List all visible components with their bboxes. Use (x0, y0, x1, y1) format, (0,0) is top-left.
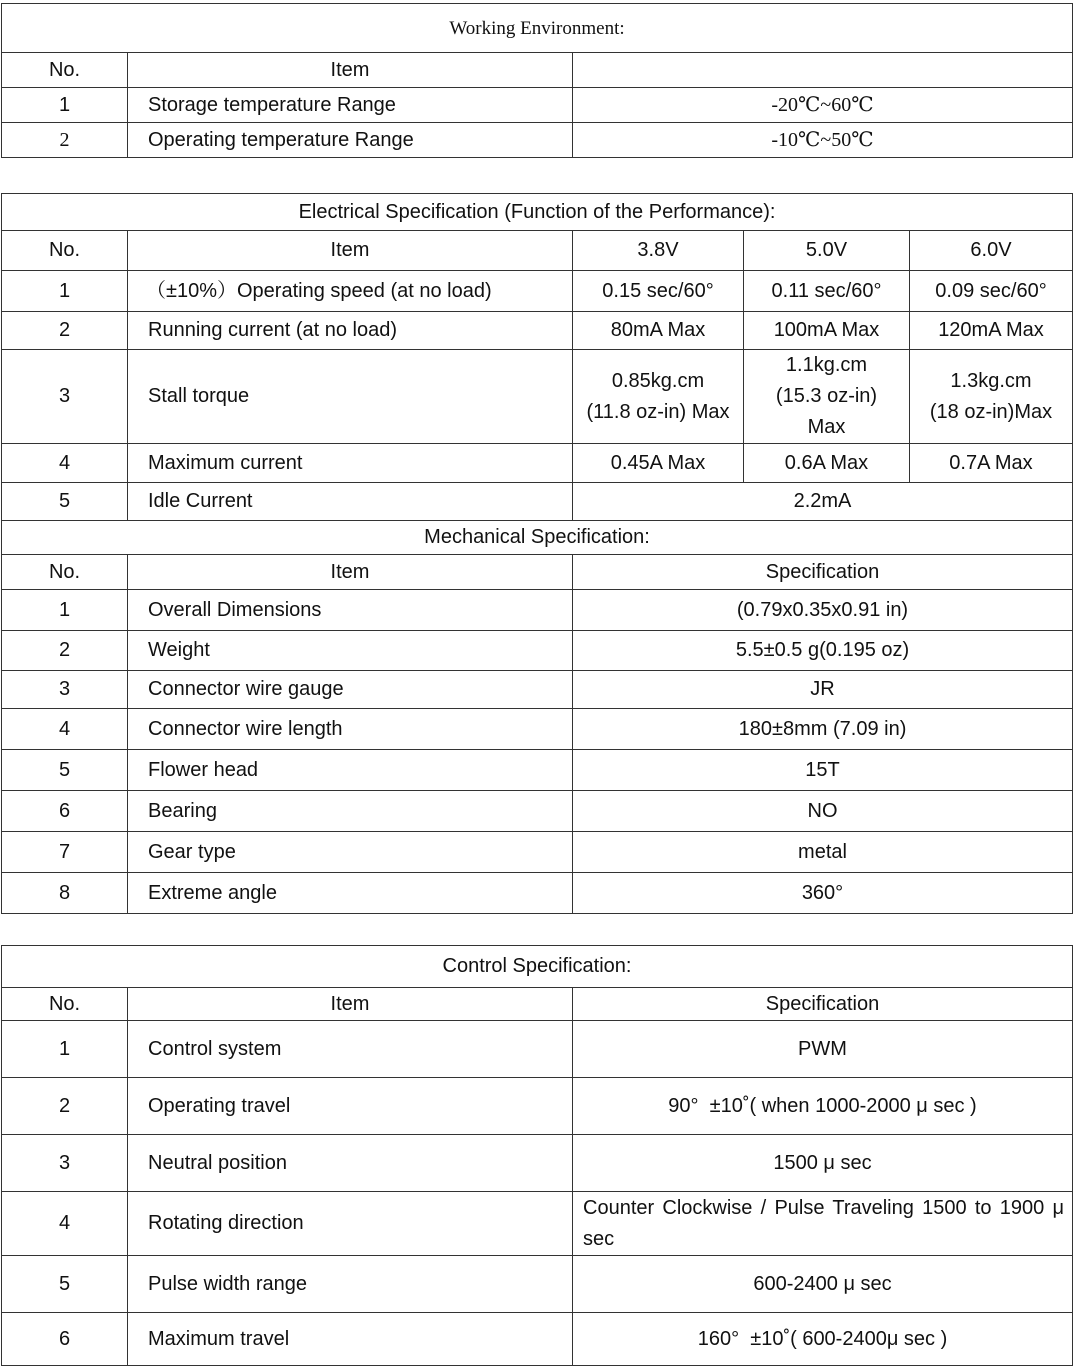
row-value: 600-2400 μ sec (573, 1256, 1073, 1313)
column-header-no: No. (2, 231, 128, 271)
row-item: Weight (128, 631, 573, 671)
working-environment-table (1, 3, 1073, 158)
row-value: 160° ±10˚( 600-2400μ sec ) (573, 1313, 1073, 1366)
row-item: Running current (at no load) (128, 312, 573, 350)
row-value: 1500 μ sec (573, 1135, 1073, 1192)
row-value: 0.7A Max (910, 444, 1073, 483)
row-value: 100mA Max (744, 312, 910, 350)
row-number: 2 (2, 1078, 128, 1135)
column-header-specification: Specification (573, 555, 1073, 590)
table-row (2, 444, 1073, 483)
row-value: 0.45A Max (573, 444, 744, 483)
table-row (2, 750, 1073, 791)
row-number: 2 (2, 312, 128, 350)
row-value: 0.15 sec/60° (573, 271, 744, 312)
column-header-no: No. (2, 555, 128, 590)
row-item: Maximum current (128, 444, 573, 483)
table-row (2, 1256, 1073, 1313)
row-item: Rotating direction (128, 1192, 573, 1256)
row-value: 1.1kg.cm (15.3 oz-in) Max (744, 350, 910, 444)
row-value: 120mA Max (910, 312, 1073, 350)
table-row (2, 590, 1073, 631)
table-row (2, 832, 1073, 873)
row-number: 5 (2, 750, 128, 791)
row-item: （±10%）Operating speed (at no load) (128, 271, 573, 312)
row-number: 2 (2, 123, 128, 158)
row-value: 1.3kg.cm (18 oz-in)Max (910, 350, 1073, 444)
control-specification-table (1, 945, 1073, 1366)
column-header-voltage: 6.0V (910, 231, 1073, 271)
row-value: 360° (573, 873, 1073, 914)
row-number: 3 (2, 1135, 128, 1192)
table-row (2, 631, 1073, 671)
table-title: Working Environment: (2, 4, 1073, 53)
row-value: 2.2mA (573, 483, 1073, 521)
row-value: 0.6A Max (744, 444, 910, 483)
row-item: Idle Current (128, 483, 573, 521)
row-value: 0.11 sec/60° (744, 271, 910, 312)
row-item: Pulse width range (128, 1256, 573, 1313)
column-header-voltage: 3.8V (573, 231, 744, 271)
row-value: -20℃~60℃ (573, 88, 1073, 123)
row-item: Stall torque (128, 350, 573, 444)
table-row (2, 791, 1073, 832)
row-value: -10℃~50℃ (573, 123, 1073, 158)
table-title: Mechanical Specification: (2, 521, 1073, 555)
row-value: JR (573, 671, 1073, 709)
row-value: 15T (573, 750, 1073, 791)
table-row (2, 1135, 1073, 1192)
row-number: 1 (2, 88, 128, 123)
row-item: Connector wire gauge (128, 671, 573, 709)
table-row (2, 350, 1073, 444)
table-row (2, 483, 1073, 521)
table-row (2, 123, 1073, 158)
row-item: Connector wire length (128, 709, 573, 750)
row-item: Operating temperature Range (128, 123, 573, 158)
table-row (2, 671, 1073, 709)
row-value: (0.79x0.35x0.91 in) (573, 590, 1073, 631)
table-row (2, 1192, 1073, 1256)
row-number: 6 (2, 791, 128, 832)
row-item: Flower head (128, 750, 573, 791)
electrical-mechanical-table (1, 193, 1073, 914)
row-item: Overall Dimensions (128, 590, 573, 631)
row-item: Control system (128, 1021, 573, 1078)
row-value: NO (573, 791, 1073, 832)
row-item: Neutral position (128, 1135, 573, 1192)
row-number: 5 (2, 1256, 128, 1313)
row-number: 1 (2, 1021, 128, 1078)
row-value: 180±8mm (7.09 in) (573, 709, 1073, 750)
row-number: 5 (2, 483, 128, 521)
row-item: Maximum travel (128, 1313, 573, 1366)
table-row (2, 709, 1073, 750)
column-header-item: Item (128, 53, 573, 88)
row-number: 4 (2, 444, 128, 483)
row-number: 1 (2, 590, 128, 631)
table-title: Control Specification: (2, 946, 1073, 988)
row-number: 3 (2, 350, 128, 444)
table-title: Electrical Specification (Function of the Performance): (2, 194, 1073, 231)
row-number: 7 (2, 832, 128, 873)
table-row (2, 1313, 1073, 1366)
column-header-specification: Specification (573, 988, 1073, 1021)
row-value: PWM (573, 1021, 1073, 1078)
row-number: 4 (2, 1192, 128, 1256)
table-row (2, 271, 1073, 312)
table-row (2, 873, 1073, 914)
row-value: 0.09 sec/60° (910, 271, 1073, 312)
row-item: Extreme angle (128, 873, 573, 914)
row-value: 80mA Max (573, 312, 744, 350)
table-row (2, 1078, 1073, 1135)
row-item: Operating travel (128, 1078, 573, 1135)
row-value: Counter Clockwise / Pulse Traveling 1500 to 1900 μ sec (573, 1192, 1073, 1256)
row-value: 90° ±10˚( when 1000-2000 μ sec ) (573, 1078, 1073, 1135)
row-number: 4 (2, 709, 128, 750)
column-header-item: Item (128, 555, 573, 590)
table-row (2, 1021, 1073, 1078)
table-row (2, 88, 1073, 123)
row-value: 5.5±0.5 g(0.195 oz) (573, 631, 1073, 671)
table-row (2, 312, 1073, 350)
column-header-value (573, 53, 1073, 88)
row-value: metal (573, 832, 1073, 873)
column-header-item: Item (128, 988, 573, 1021)
row-item: Bearing (128, 791, 573, 832)
row-item: Storage temperature Range (128, 88, 573, 123)
row-value: 0.85kg.cm (11.8 oz-in) Max (573, 350, 744, 444)
column-header-item: Item (128, 231, 573, 271)
row-number: 6 (2, 1313, 128, 1366)
row-number: 3 (2, 671, 128, 709)
row-number: 1 (2, 271, 128, 312)
row-number: 2 (2, 631, 128, 671)
column-header-no: No. (2, 53, 128, 88)
row-number: 8 (2, 873, 128, 914)
column-header-no: No. (2, 988, 128, 1021)
row-item: Gear type (128, 832, 573, 873)
column-header-voltage: 5.0V (744, 231, 910, 271)
